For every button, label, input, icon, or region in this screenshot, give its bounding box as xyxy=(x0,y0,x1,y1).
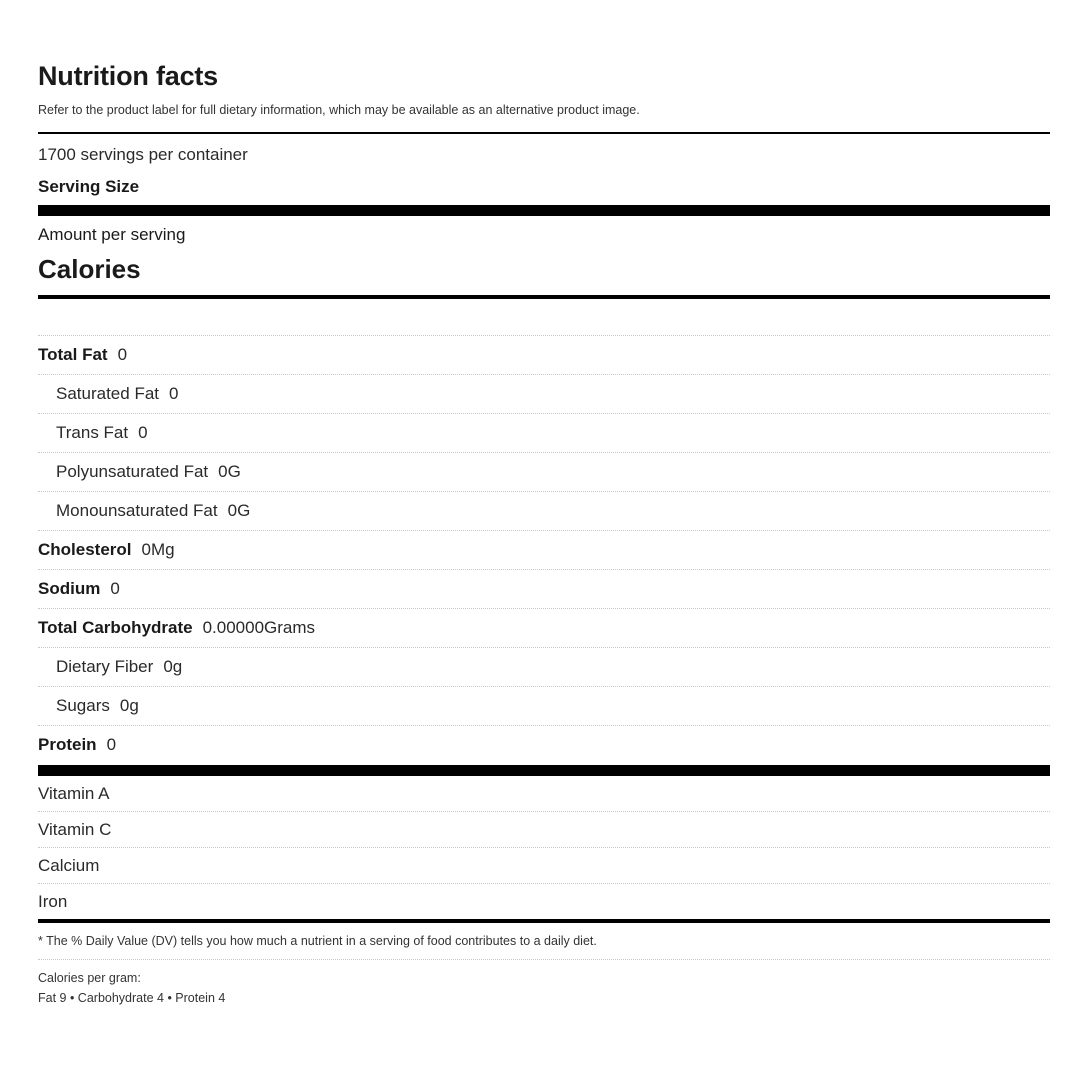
nutrient-label: Protein xyxy=(38,735,97,754)
nutrient-label: Total Fat xyxy=(38,345,108,364)
vitamin-label: Iron xyxy=(38,892,68,911)
vitamin-row-vitamin-c xyxy=(38,812,1050,848)
nutrient-value: 0Mg xyxy=(141,540,175,559)
nutrient-label: Sugars xyxy=(56,696,110,715)
nutrient-row-polyunsaturated-fat xyxy=(38,453,1050,492)
nutrient-row-monounsaturated-fat xyxy=(38,492,1050,531)
nutrient-value: 0 xyxy=(110,579,120,598)
nutrient-value: 0g xyxy=(119,696,139,715)
calories-per-gram-values: Fat 9 • Carbohydrate 4 • Protein 4 xyxy=(38,991,226,1005)
nutrient-row-sugars xyxy=(38,687,1050,726)
nutrient-label: Dietary Fiber xyxy=(56,657,154,676)
divider xyxy=(38,132,1050,134)
vitamin-label: Calcium xyxy=(38,856,100,875)
calories-label: Calories xyxy=(38,254,141,284)
divider-thick xyxy=(38,205,1050,216)
nutrient-row-total-fat xyxy=(38,336,1050,375)
nutrient-label: Saturated Fat xyxy=(56,384,160,403)
divider-thick xyxy=(38,765,1050,776)
nutrient-value: 0 xyxy=(169,384,179,403)
nutrition-facts-panel xyxy=(38,58,1050,1006)
daily-value-header-row xyxy=(38,299,1050,336)
nutrient-row-sodium xyxy=(38,570,1050,609)
servings-per-container: 1700 servings per container xyxy=(38,145,248,164)
nutrient-value: 0 xyxy=(117,345,128,364)
nutrient-label: Polyunsaturated Fat xyxy=(56,462,209,481)
nutrient-value: 0 xyxy=(138,423,148,442)
vitamin-label: Vitamin A xyxy=(38,784,110,803)
nutrient-value: 0.00000Grams xyxy=(202,618,316,637)
nutrient-label: Trans Fat xyxy=(56,423,129,442)
nutrient-row-dietary-fiber xyxy=(38,648,1050,687)
vitamin-row-calcium xyxy=(38,848,1050,884)
nutrient-value: 0G xyxy=(218,462,241,481)
nutrient-value: 0 xyxy=(106,735,117,754)
nutrient-row-saturated-fat xyxy=(38,375,1050,414)
nutrition-facts-title: Nutrition facts xyxy=(38,61,219,91)
vitamin-row-vitamin-a xyxy=(38,776,1050,812)
daily-value-footnote: * The % Daily Value (DV) tells you how much a nutrient in a serving of food contributes to a daily diet. xyxy=(38,923,1050,960)
serving-size-label: Serving Size xyxy=(38,177,140,196)
nutrient-label: Total Carbohydrate xyxy=(38,618,193,637)
vitamin-label: Vitamin C xyxy=(38,820,112,839)
nutrient-row-cholesterol xyxy=(38,531,1050,570)
nutrient-value: 0G xyxy=(227,501,251,520)
calories-per-gram-title: Calories per gram: xyxy=(38,971,141,985)
nutrient-row-protein xyxy=(38,726,1050,764)
nutrient-value: 0g xyxy=(163,657,183,676)
nutrient-label: Cholesterol xyxy=(38,540,132,559)
nutrient-row-trans-fat xyxy=(38,414,1050,453)
nutrient-label: Monounsaturated Fat xyxy=(56,501,218,520)
amount-per-serving: Amount per serving xyxy=(38,225,186,244)
nutrient-row-total-carbohydrate xyxy=(38,609,1050,648)
label-disclaimer: Refer to the product label for full dietary information, which may be available as an alternative product image. xyxy=(38,103,640,117)
nutrient-label: Sodium xyxy=(38,579,101,598)
vitamin-row-iron xyxy=(38,884,1050,919)
